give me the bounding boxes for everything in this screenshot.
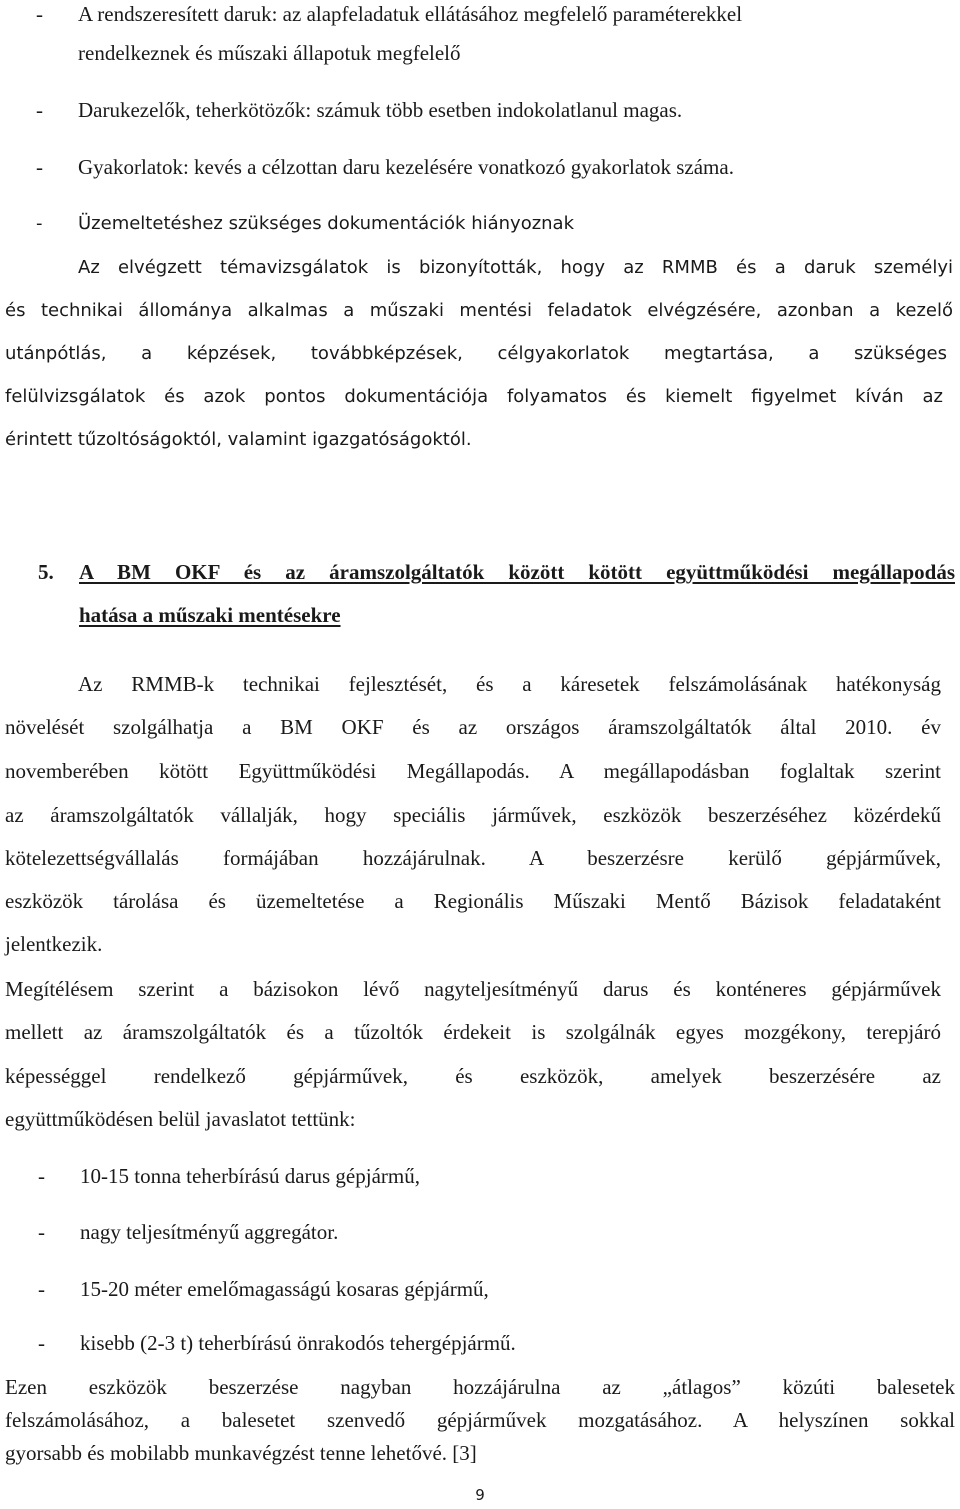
paragraph-line: együttműködésen belül javaslatot tettünk: — [5, 1107, 356, 1131]
list-dash: - — [38, 1220, 45, 1244]
list-dash: - — [38, 1164, 45, 1188]
list-dash: - — [36, 213, 43, 234]
paragraph-line: képességgel rendelkező gépjárművek, és eszközök, amelyek beszerzésére az — [5, 1064, 941, 1088]
list-item-text: kisebb (2-3 t) teherbírású önrakodós tehergépjármű. — [80, 1331, 516, 1355]
list-dash: - — [38, 1331, 45, 1355]
paragraph-line: novemberében kötött Együttműködési Megállapodás. A megállapodásban foglaltak szerint — [5, 759, 941, 783]
paragraph-line: Az RMMB-k technikai fejlesztését, és a káresetek felszámolásának hatékonyság — [78, 672, 941, 696]
paragraph-line: érintett tűzoltóságoktól, valamint igazgatóságoktól. — [5, 429, 472, 450]
section-number: 5. — [38, 560, 54, 584]
paragraph-line: kötelezettségvállalás formájában hozzájárulnak. A beszerzésre kerülő gépjárművek, — [5, 846, 941, 870]
paragraph-line: Az elvégzett témavizsgálatok is bizonyították, hogy az RMMB és a daruk személyi — [78, 257, 953, 278]
paragraph-line: gyorsabb és mobilabb munkavégzést tenne lehetővé. [3] — [5, 1441, 477, 1465]
list-item-text: 15-20 méter emelőmagasságú kosaras gépjármű, — [80, 1277, 489, 1301]
list-dash: - — [36, 98, 43, 122]
paragraph-line: felülvizsgálatok és azok pontos dokumentációja folyamatos és kiemelt figyelmet kíván az — [5, 386, 943, 407]
paragraph-line: jelentkezik. — [5, 932, 103, 956]
list-item-text: Darukezelők, teherkötözők: számuk több esetben indokolatlanul magas. — [78, 98, 683, 122]
section-title: A BM OKF és az áramszolgáltatók között kötött együttműködési megállapodás — [79, 560, 955, 584]
list-item-continuation: rendelkeznek és műszaki állapotuk megfelelő — [78, 41, 461, 65]
section-title-continued: hatása a műszaki mentésekre — [79, 603, 341, 627]
paragraph-line: és technikai állománya alkalmas a műszaki mentési feladatok elvégzésére, azonban a kezelő — [5, 300, 953, 321]
list-item-text: Üzemeltetéshez szükséges dokumentációk hiányoznak — [78, 213, 575, 234]
paragraph-line: utánpótlás, a képzések, továbbképzések, célgyakorlatok megtartása, a szükséges — [5, 343, 947, 364]
paragraph-line: növelését szolgálhatja a BM OKF és az országos áramszolgáltatók által 2010. év — [5, 715, 941, 739]
list-item-text: nagy teljesítményű aggregátor. — [80, 1220, 339, 1244]
paragraph-line: eszközök tárolása és üzemeltetése a Regionális Műszaki Mentő Bázisok feladataként — [5, 889, 941, 913]
list-dash: - — [36, 155, 43, 179]
paragraph-line: az áramszolgáltatók vállalják, hogy speciális járművek, eszközök beszerzéséhez közérdekű — [5, 803, 941, 827]
paragraph-line: mellett az áramszolgáltatók és a tűzoltók érdekeit is szolgálnák egyes mozgékony, terepjáró — [5, 1020, 941, 1044]
paragraph-line: Megítélésem szerint a bázisokon lévő nagyteljesítményű darus és konténeres gépjárművek — [5, 977, 941, 1001]
paragraph-line: felszámolásához, a balesetet szenvedő gépjárművek mozgatásához. A helyszínen sokkal — [5, 1408, 955, 1432]
list-item-text: A rendszeresített daruk: az alapfeladatuk ellátásához megfelelő paraméterekkel — [78, 2, 743, 26]
list-dash: - — [36, 2, 43, 26]
page-number: 9 — [475, 1486, 485, 1504]
list-item-text: 10-15 tonna teherbírású darus gépjármű, — [80, 1164, 420, 1188]
list-item-text: Gyakorlatok: kevés a célzottan daru kezelésére vonatkozó gyakorlatok száma. — [78, 155, 734, 179]
list-dash: - — [38, 1277, 45, 1301]
paragraph-line: Ezen eszközök beszerzése nagyban hozzájárulna az „átlagos” közúti balesetek — [5, 1375, 955, 1399]
